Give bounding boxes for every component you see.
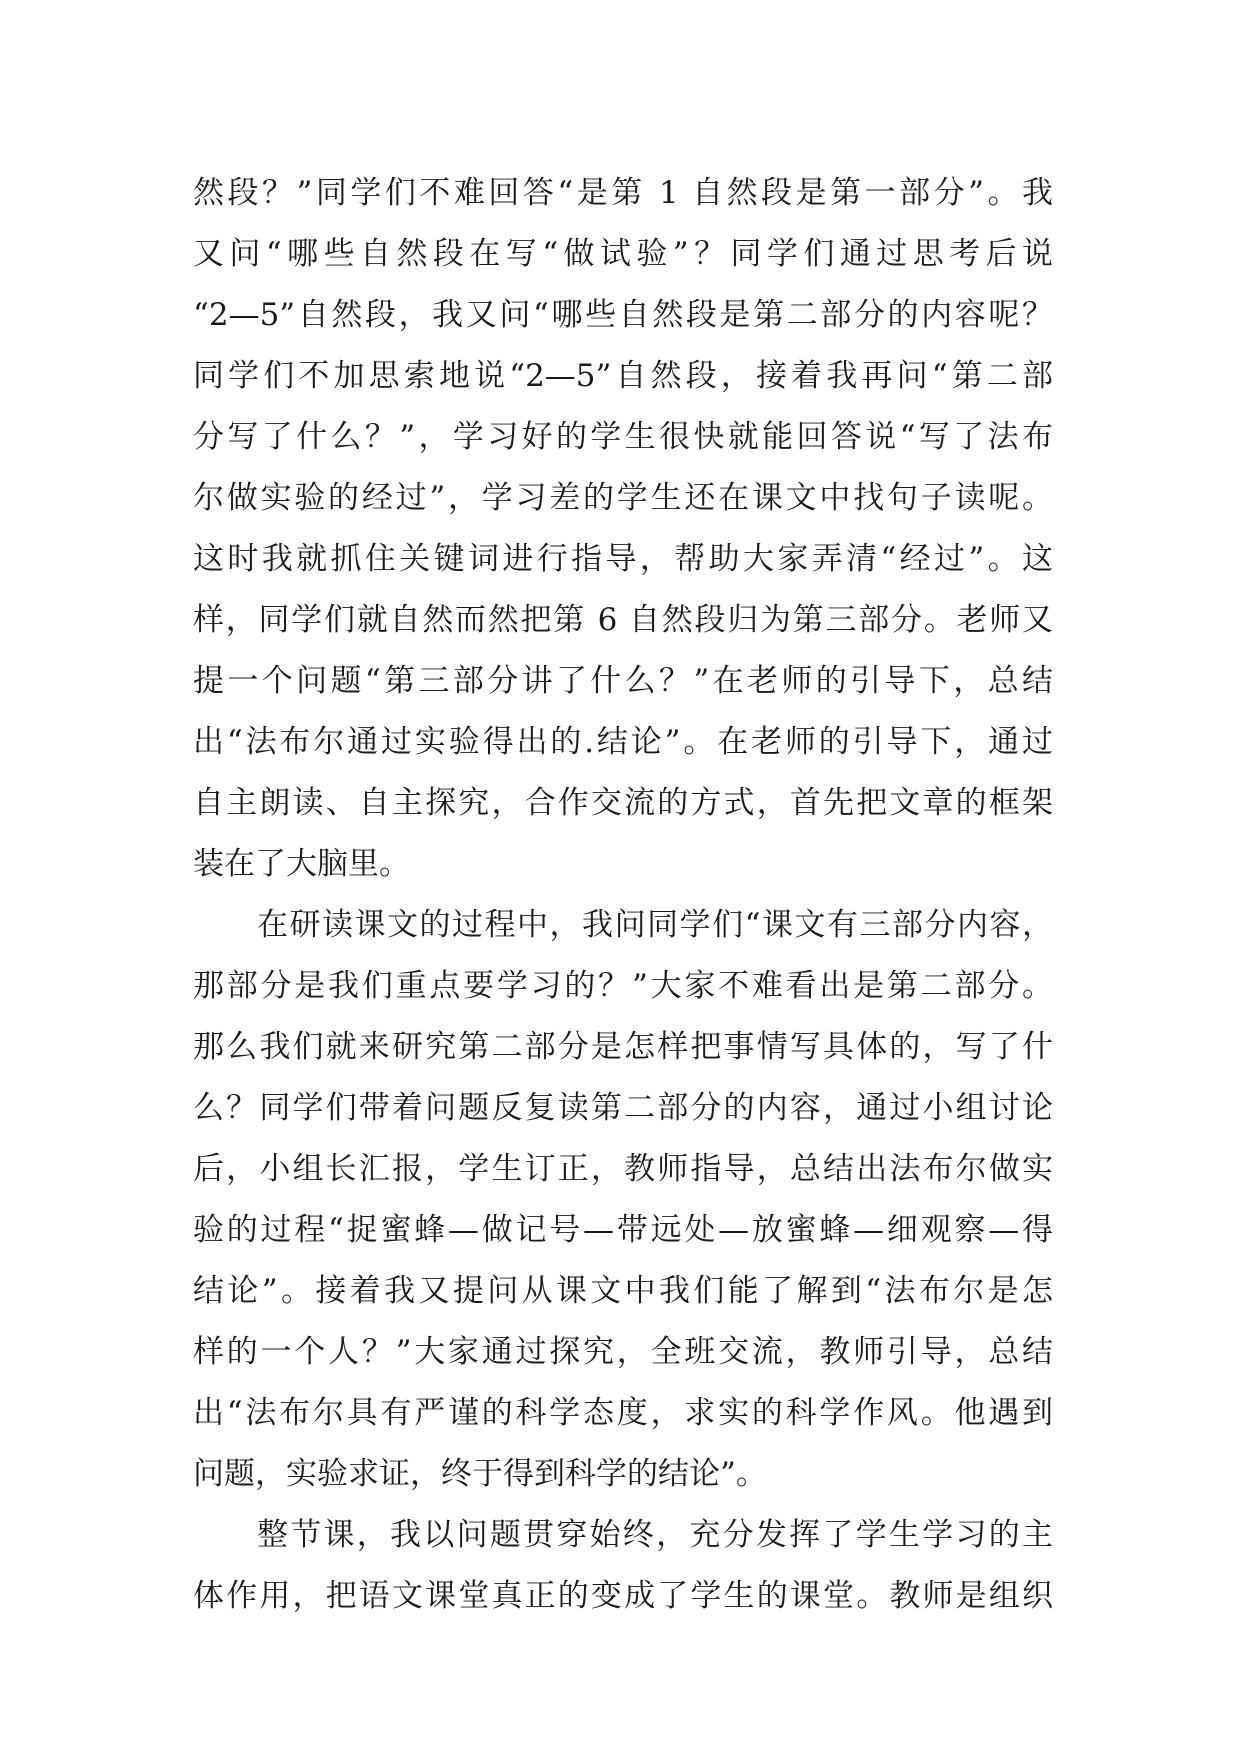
text-line: 那么我们就来研究第二部分是怎样把事情写具体的，写了什: [193, 1029, 1053, 1065]
text-line: 问题，实验求证，终于得到科学的结论”。: [193, 1456, 767, 1492]
text-line: 出“法布尔具有严谨的科学态度，求实的科学作风。他遇到: [193, 1395, 1053, 1431]
text-line: 体作用，把语文课堂真正的变成了学生的课堂。教师是组织: [193, 1578, 1053, 1614]
text-line: 分写了什么？”，学习好的学生很快就能回答说“写了法布: [193, 419, 1053, 455]
text-line: 么？同学们带着问题反复读第二部分的内容，通过小组讨论: [193, 1090, 1053, 1126]
text-line: 样的一个人？”大家通过探究，全班交流，教师引导，总结: [193, 1334, 1053, 1370]
text-line: 出“法布尔通过实验得出的.结论”。在老师的引导下，通过: [193, 724, 1053, 760]
text-line: 又问“哪些自然段在写“做试验”？同学们通过思考后说: [193, 236, 1053, 272]
text-line: 装在了大脑里。: [193, 846, 410, 882]
text-line: 自主朗读、自主探究，合作交流的方式，首先把文章的框架: [193, 785, 1053, 821]
text-line: 那部分是我们重点要学习的？”大家不难看出是第二部分。: [193, 968, 1053, 1004]
text-line: 样，同学们就自然而然把第 6 自然段归为第三部分。老师又: [193, 602, 1053, 638]
text-line: 这时我就抓住关键词进行指导，帮助大家弄清“经过”。这: [193, 541, 1053, 577]
text-line: “2—5”自然段，我又问“哪些自然段是第二部分的内容呢？: [193, 297, 1053, 333]
text-line: 尔做实验的经过”，学习差的学生还在课文中找句子读呢。: [193, 480, 1053, 516]
document-body: [193, 163, 1053, 1627]
text-line: 后，小组长汇报，学生订正，教师指导，总结出法布尔做实: [193, 1151, 1053, 1187]
paragraph-first-line: 整节课，我以问题贯穿始终，充分发挥了学生学习的主: [257, 1517, 1053, 1553]
text-line: 验的过程“捉蜜蜂—做记号—带远处—放蜜蜂—细观察—得: [193, 1212, 1053, 1248]
text-line: 提一个问题“第三部分讲了什么？”在老师的引导下，总结: [193, 663, 1053, 699]
text-line: 结论”。接着我又提问从课文中我们能了解到“法布尔是怎: [193, 1273, 1053, 1309]
paragraph-first-line: 在研读课文的过程中，我问同学们“课文有三部分内容，: [257, 907, 1053, 943]
text-line: 然段？”同学们不难回答“是第 1 自然段是第一部分”。我: [193, 175, 1053, 211]
text-line: 同学们不加思索地说“2—5”自然段，接着我再问“第二部: [193, 358, 1053, 394]
